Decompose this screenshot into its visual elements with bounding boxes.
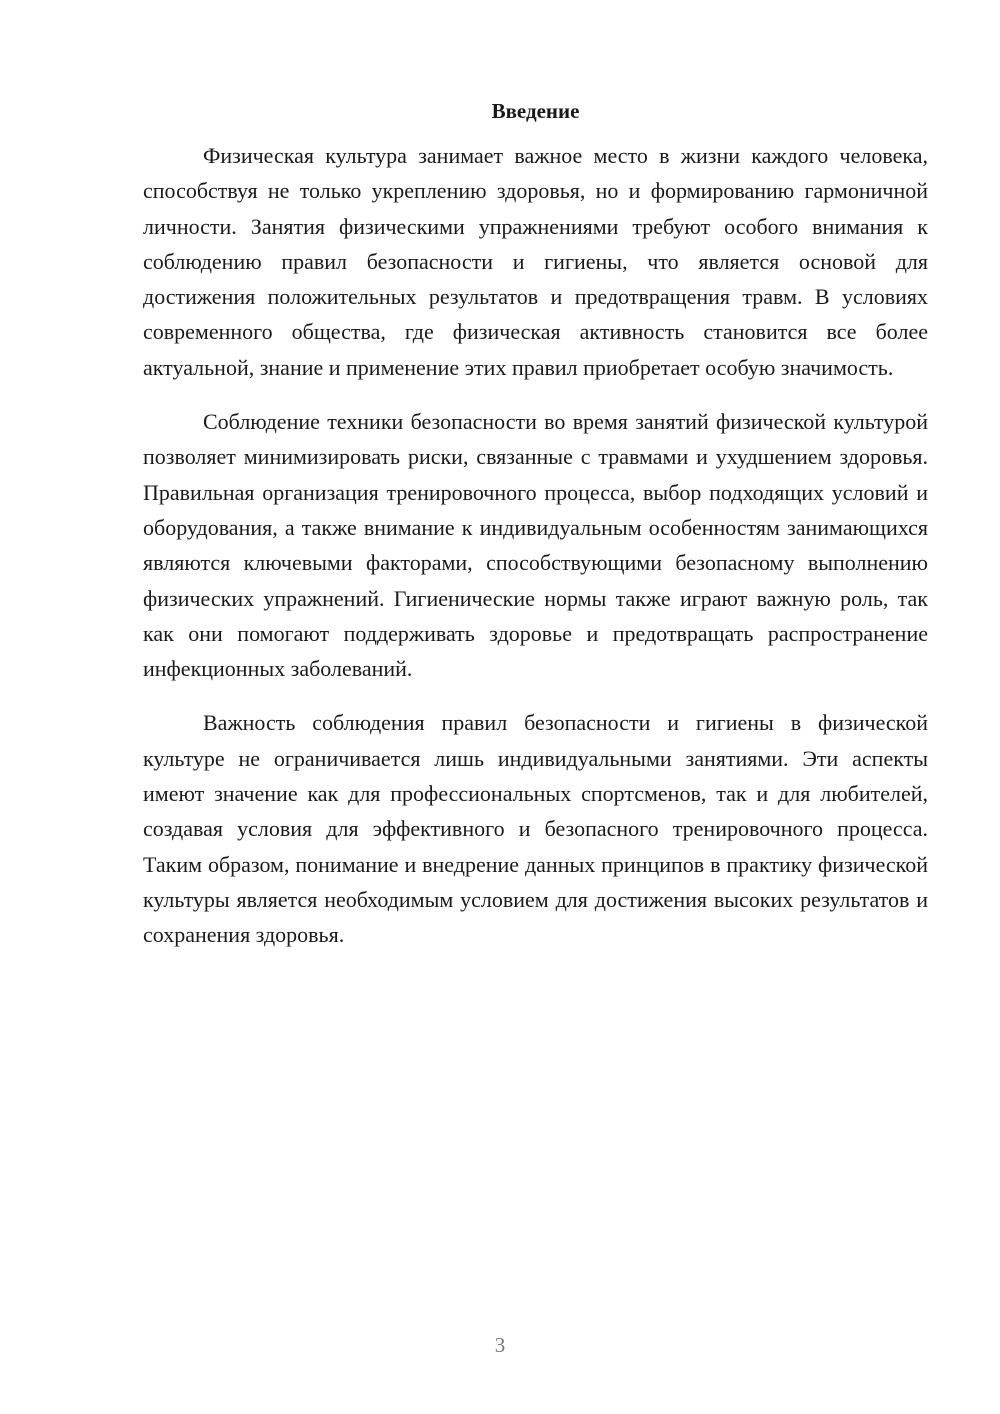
page-number: 3 — [494, 1333, 506, 1357]
section-title: Введение — [491, 99, 580, 123]
paragraph-1: Физическая культура занимает важное место в жизни каждого человека, способствуя не только укреплению здоровья, но и формированию гармоничной личности. Занятия физическими упражнениями требуют особого внимания к соблюдению правил безопасности и гигиены, что является основой для достижения положительных результатов и предотвращения травм. В условиях современного общества, где физическая активность становится все более актуальной, знание и применение этих правил приобретает особую значимость. — [143, 143, 928, 380]
paragraph-3: Важность соблюдения правил безопасности и гигиены в физической культуре не ограничивается лишь индивидуальными занятиями. Эти аспекты имеют значение как для профессиональных спортсменов, так и для любителей, создавая условия для эффективного и безопасного тренировочного процесса. Таким образом, понимание и внедрение данных принципов в практику физической культуры является необходимым условием для достижения высоких результатов и сохранения здоровья. — [143, 710, 928, 948]
page-content — [143, 96, 928, 972]
paragraph-2: Соблюдение техники безопасности во время занятий физической культурой позволяет минимизировать риски, связанные с травмами и ухудшением здоровья. Правильная организация тренировочного процесса, выбор подходящих условий и оборудования, а также внимание к индивидуальным особенностям занимающихся являются ключевыми факторами, способствующими безопасному выполнению физических упражнений. Гигиенические нормы также играют важную роль, так как они помогают поддерживать здоровье и предотвращать распространение инфекционных заболеваний. — [143, 409, 928, 682]
